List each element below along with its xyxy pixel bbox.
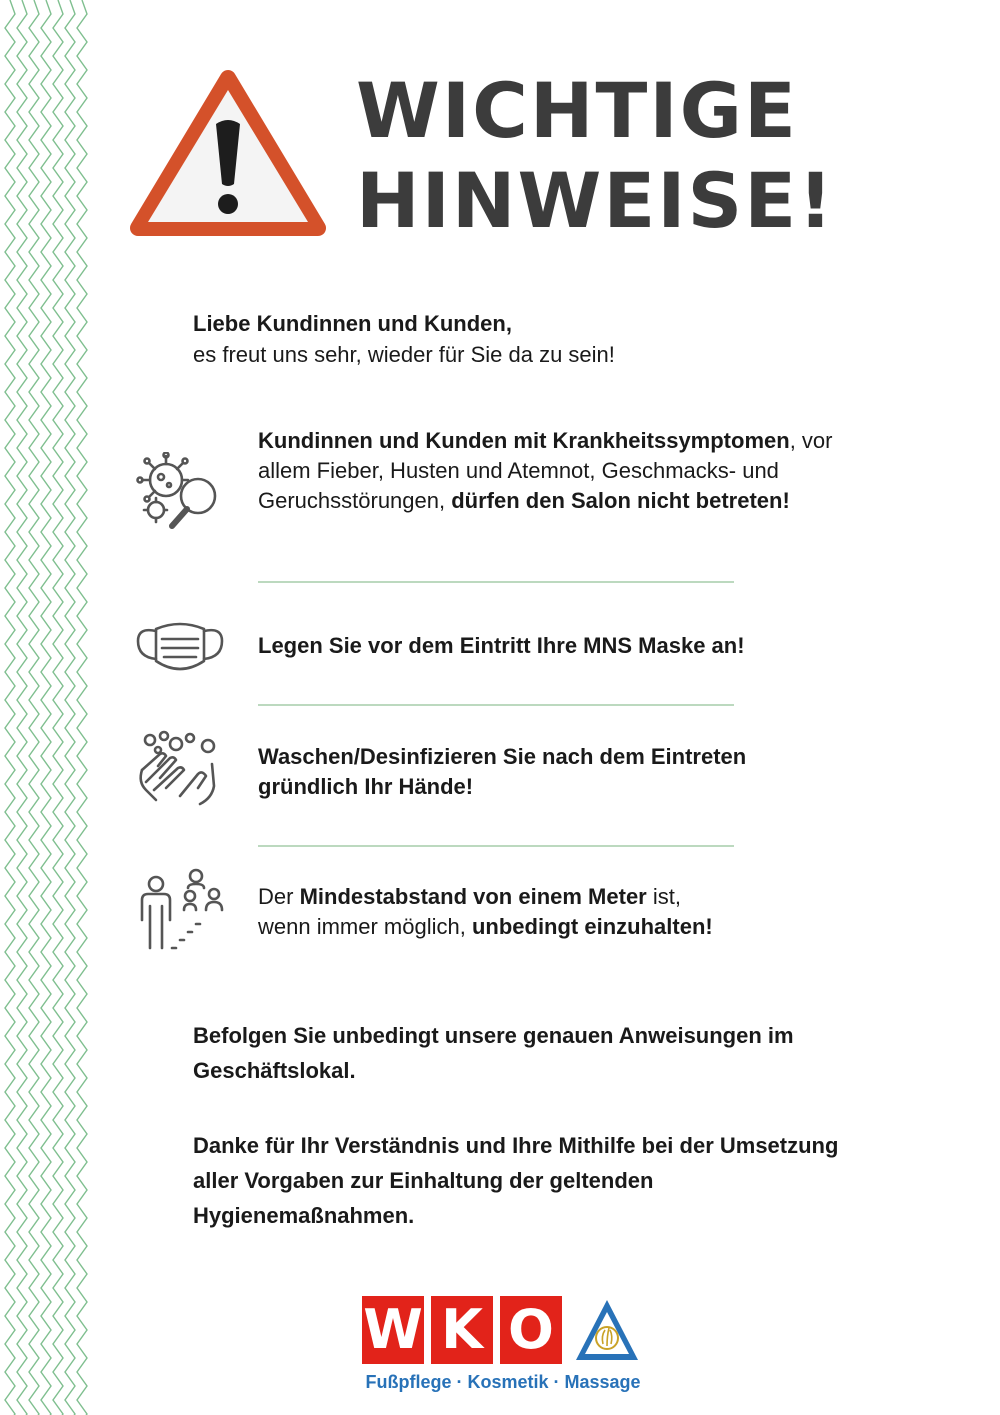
symptoms-heading: Kundinnen und Kunden mit Krankheitssymptomen — [258, 428, 790, 453]
logo-letter-k: K — [431, 1296, 493, 1364]
distance-text-1: Der — [258, 884, 300, 909]
greeting-salutation: Liebe Kundinnen und Kunden, — [193, 311, 512, 336]
face-mask-icon — [134, 617, 226, 679]
symptoms-entry-ban: dürfen den Salon nicht betreten! — [451, 488, 790, 513]
zigzag-line — [65, 0, 75, 1415]
warning-triangle-icon — [128, 66, 328, 241]
zigzag-line — [17, 0, 27, 1415]
closing-thanks: Danke für Ihr Verständnis und Ihre Mithilfe bei der Umsetzung aller Vorgaben zur Einhaltung der geltenden Hygienemaßnahmen. — [193, 1133, 839, 1228]
guild-emblem-icon — [572, 1296, 642, 1364]
mask-instruction: Legen Sie vor dem Eintritt Ihre MNS Maske an! — [258, 633, 745, 658]
distance-text-2: ist, — [646, 884, 681, 909]
closing-instructions: Befolgen Sie unbedingt unsere genauen Anweisungen im Geschäftslokal. — [193, 1023, 794, 1083]
zigzag-line — [53, 0, 63, 1415]
greeting-message: es freut uns sehr, wieder für Sie da zu sein! — [193, 342, 615, 367]
handwash-line-1: Waschen/Desinfizieren Sie nach dem Eintreten — [258, 744, 747, 769]
symptoms-detail: , vor allem Fieber, Husten und Atemnot, Geschmacks- und Geruchsstörungen, — [258, 428, 833, 513]
zigzag-border — [0, 0, 90, 1415]
title-line-2: HINWEISE! — [356, 156, 835, 245]
distance-text-3: wenn immer möglich, — [258, 914, 472, 939]
distance-highlight: Mindestabstand von einem Meter — [299, 884, 647, 909]
logo-letter-w: W — [362, 1296, 424, 1364]
page-title — [356, 66, 835, 246]
mask-notice — [258, 631, 878, 661]
zigzag-line — [29, 0, 39, 1415]
zigzag-line — [5, 0, 15, 1415]
title-line-1: WICHTIGE — [356, 66, 798, 155]
zigzag-line — [41, 0, 51, 1415]
handwash-notice — [258, 742, 878, 802]
symptoms-notice — [258, 426, 878, 516]
zigzag-line — [77, 0, 87, 1415]
divider — [258, 704, 734, 706]
divider — [258, 845, 734, 847]
distance-notice — [258, 882, 878, 942]
hand-washing-icon — [136, 730, 220, 810]
greeting — [193, 308, 615, 370]
handwash-line-2: gründlich Ihr Hände! — [258, 774, 474, 799]
divider — [258, 581, 734, 583]
logo-subtitle: Fußpflege · Kosmetik · Massage — [365, 1372, 641, 1392]
virus-magnifier-icon — [136, 452, 228, 540]
logo-letter-o: O — [500, 1296, 562, 1364]
social-distance-icon — [134, 866, 230, 954]
distance-requirement: unbedingt einzuhalten! — [471, 914, 713, 939]
